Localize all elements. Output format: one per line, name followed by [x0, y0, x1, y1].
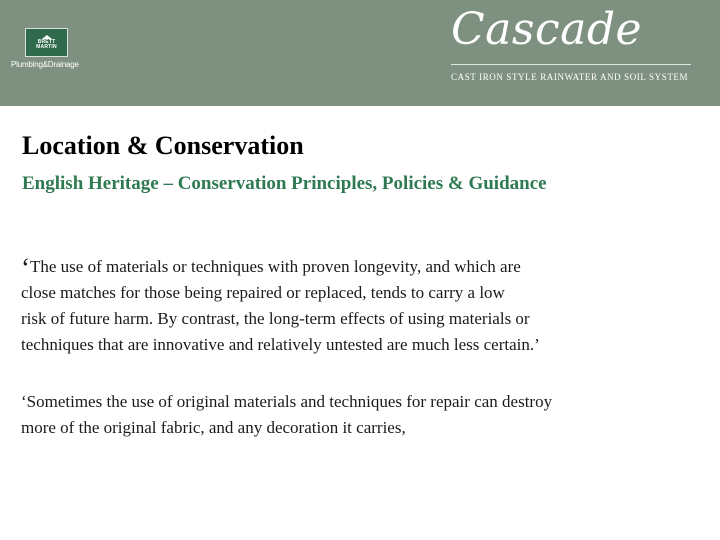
slide-title: Location & Conservation	[22, 131, 304, 160]
cascade-logo: Cascade	[451, 4, 643, 55]
logo-divider	[451, 64, 691, 65]
paragraph-line: ‘Sometimes the use of original materials and techniques for repair can destroy	[21, 392, 553, 411]
house-icon	[42, 35, 52, 39]
brand-logo-line-2: MARTIN	[36, 44, 57, 50]
brand-logo-line-1: BRETT	[37, 38, 56, 45]
quote-paragraph-2	[21, 389, 552, 441]
paragraph-line: more of the original fabric, and any decoration it carries,	[21, 418, 406, 437]
quote-paragraph-1	[21, 254, 540, 358]
paragraph-line: close matches for those being repaired or replaced, tends to carry a low	[21, 283, 505, 302]
paragraph-line	[21, 253, 540, 283]
open-quote-mark: ‘	[21, 253, 30, 283]
brett-martin-logo	[25, 28, 68, 57]
paragraph-line: risk of future harm. By contrast, the long-term effects of using materials or	[21, 309, 530, 328]
paragraph-line-text: The use of materials or techniques with proven longevity, and which are	[30, 257, 521, 276]
product-tagline: CAST IRON STYLE RAINWATER AND SOIL SYSTEM	[451, 72, 689, 82]
division-label: Plumbing&Drainage	[11, 60, 79, 69]
header-banner	[0, 0, 720, 106]
slide-subtitle: English Heritage – Conservation Principles, Policies & Guidance	[22, 173, 547, 194]
paragraph-line: techniques that are innovative and relatively untested are much less certain.’	[21, 335, 540, 354]
